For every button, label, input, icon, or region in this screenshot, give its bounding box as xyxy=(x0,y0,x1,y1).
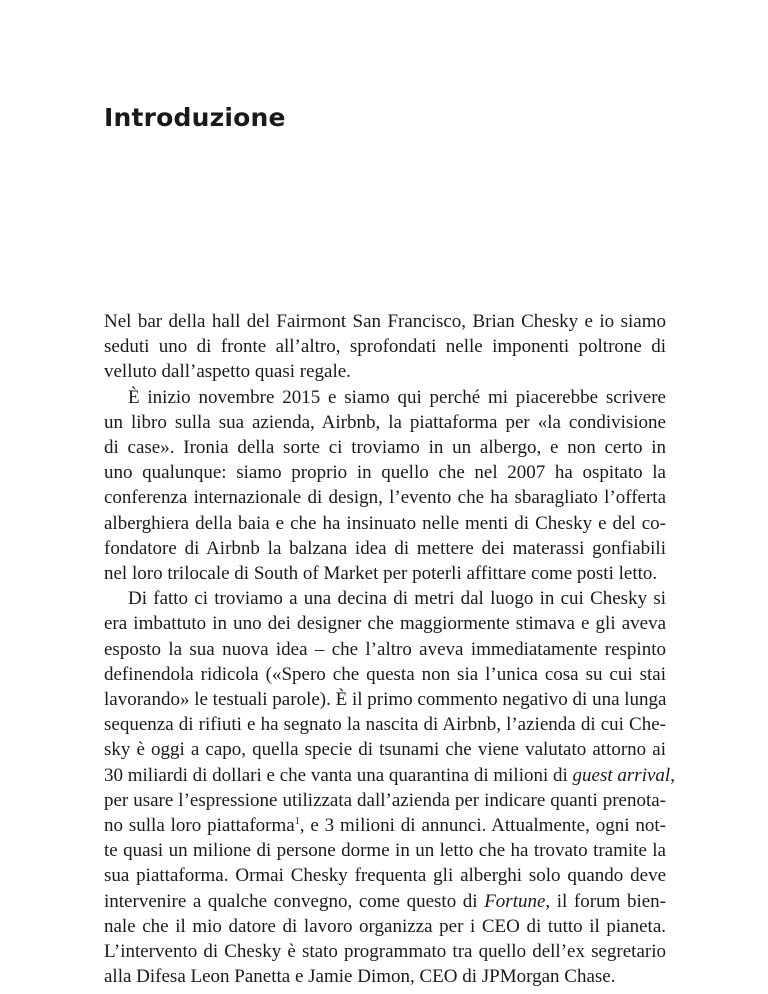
text-line: fondatore di Airbnb la balzana idea di mettere dei materassi gonfiabili xyxy=(104,537,666,559)
text-line: alla Difesa Leon Panetta e Jamie Dimon, CEO di JPMorgan Chase. xyxy=(104,966,616,988)
text-line: un libro sulla sua azienda, Airbnb, la piattaforma per «la condivisione xyxy=(104,411,666,433)
text-line: velluto dall’aspetto quasi regale. xyxy=(104,361,351,383)
text-line xyxy=(104,889,666,914)
text-line: uno qualunque: siamo proprio in quello che nel 2007 ha ospitato la xyxy=(104,462,666,484)
paragraph-3 xyxy=(104,586,675,989)
body-text xyxy=(104,309,675,989)
text-segment: , e 3 milioni di annunci. Attualmente, ogni not- xyxy=(299,815,666,837)
text-segment: , xyxy=(670,764,675,786)
text-line: sequenza di rifiuti e ha segnato la nascita di Airbnb, l’azienda di cui Che- xyxy=(104,714,666,736)
text-line xyxy=(104,763,675,788)
text-line: nale che il mio datore di lavoro organizza per i CEO di tutto il pianeta. xyxy=(104,915,666,937)
text-line: L’intervento di Chesky è stato programmato tra quello dell’ex segretario xyxy=(104,941,666,963)
text-segment: intervenire a qualche convegno, come questo di xyxy=(104,890,485,912)
text-line: seduti uno di fronte all’altro, sprofondati nelle imponenti poltrone di xyxy=(104,336,666,358)
text-line: per usare l’espressione utilizzata dall’azienda per indicare quanti prenota- xyxy=(104,789,666,811)
text-line: te quasi un milione di persone dorme in un letto che ha trovato tramite la xyxy=(104,840,666,862)
text-line: sky è oggi a capo, quella specie di tsunami che viene valutato attorno ai xyxy=(104,739,666,761)
text-line: nel loro trilocale di South of Market per poterli affittare come posti letto. xyxy=(104,563,658,585)
text-line: alberghiera della baia e che ha insinuato nelle menti di Chesky e del co- xyxy=(104,512,666,534)
text-line: lavorando» le testuali parole). È il primo commento negativo di una lunga xyxy=(104,689,667,711)
text-line: esposto la sua nuova idea – che l’altro aveva immediatamente respinto xyxy=(104,638,666,660)
text-line: di case». Ironia della sorte ci troviamo in un albergo, e non certo in xyxy=(104,437,666,459)
chapter-title: Introduzione xyxy=(104,103,286,132)
text-line: sua piattaforma. Ormai Chesky frequenta gli alberghi solo quando deve xyxy=(104,865,666,887)
text-line: era imbattuto in uno dei designer che maggiormente stimava e gli aveva xyxy=(104,613,666,635)
footnote-reference: 1 xyxy=(294,816,300,828)
text-line: Di fatto ci troviamo a una decina di metri dal luogo in cui Chesky si xyxy=(128,588,666,610)
text-line: Nel bar della hall del Fairmont San Francisco, Brian Chesky e io siamo xyxy=(104,311,666,332)
text-line xyxy=(104,813,666,838)
text-segment: no sulla loro piattaforma xyxy=(104,815,295,837)
paragraph-1 xyxy=(104,309,666,385)
text-line: conferenza internazionale di design, l’evento che ha sbaragliato l’offerta xyxy=(104,487,666,509)
text-line: definendola ridicola («Spero che questa non sia l’unica cosa su cui stai xyxy=(104,663,666,685)
italic-term-fortune: Fortune xyxy=(484,890,546,912)
italic-term-guest-arrival: guest arrival xyxy=(572,764,671,786)
text-segment: , il forum bien- xyxy=(545,890,667,912)
text-segment: 30 miliardi di dollari e che vanta una quarantina di milioni di xyxy=(104,764,573,786)
paragraph-2 xyxy=(104,385,666,587)
text-line: È inizio novembre 2015 e siamo qui perché mi piacerebbe scrivere xyxy=(128,386,666,408)
